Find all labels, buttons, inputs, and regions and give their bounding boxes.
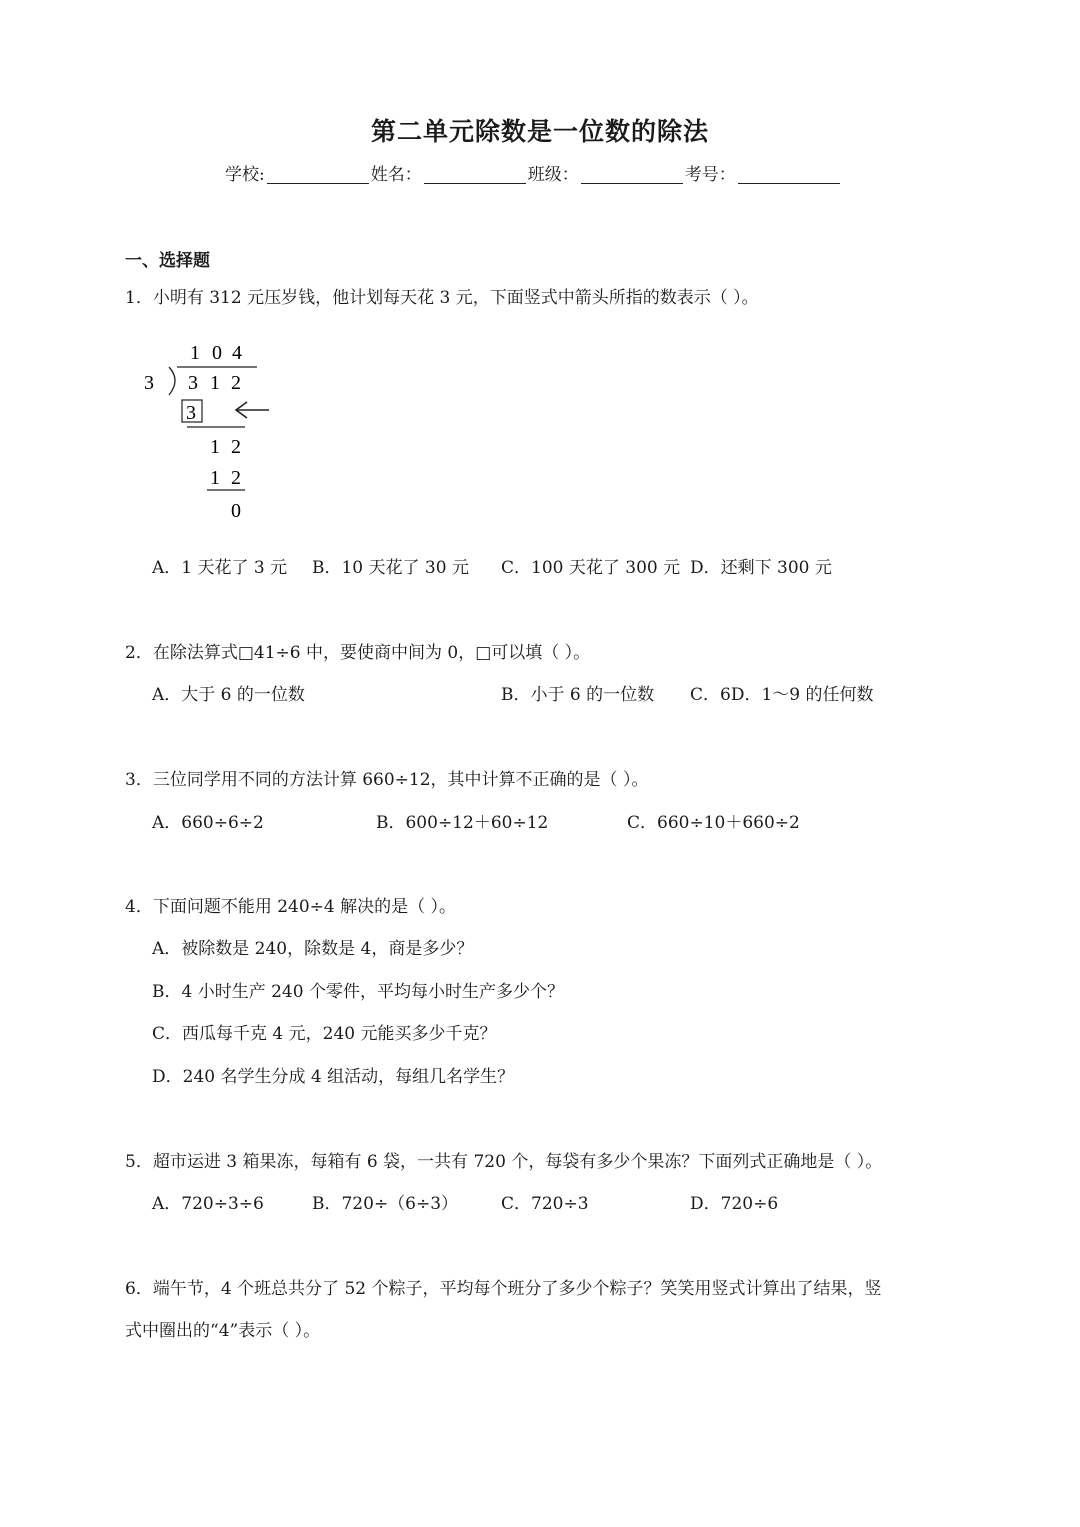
- q2-option-b[interactable]: B．小于 6 的一位数: [501, 685, 655, 705]
- dividend-digit: 1: [210, 372, 220, 394]
- q5-option-c[interactable]: C．720÷3: [501, 1194, 589, 1214]
- school-label: 学校:: [225, 165, 265, 185]
- q3-option-a[interactable]: A．660÷6÷2: [152, 813, 264, 833]
- step-digit: 2: [231, 467, 241, 489]
- q5-option-a[interactable]: A．720÷3÷6: [152, 1194, 264, 1214]
- question-2-text: 2．在除法算式□41÷6 中，要使商中间为 0，□可以填（ ）。: [125, 643, 591, 663]
- q2-option-a[interactable]: A．大于 6 的一位数: [152, 685, 305, 705]
- q4-option-a[interactable]: A．被除数是 240，除数是 4，商是多少？: [152, 939, 474, 959]
- division-bracket: [169, 367, 175, 395]
- q1-option-b[interactable]: B．10 天花了 30 元: [312, 558, 469, 578]
- divisor: 3: [144, 372, 154, 394]
- dividend-digit: 2: [231, 372, 241, 394]
- question-6-text-line2: 式中圈出的“4”表示（ ）。: [125, 1321, 321, 1341]
- question-3-text: 3．三位同学用不同的方法计算 660÷12，其中计算不正确的是（ ）。: [125, 770, 649, 790]
- q1-option-d[interactable]: D．还剩下 300 元: [690, 558, 832, 578]
- q4-option-b[interactable]: B．4 小时生产 240 个零件，平均每小时生产多少个？: [152, 982, 564, 1002]
- step-digit: 2: [231, 436, 241, 458]
- quotient-digit: 1: [190, 342, 200, 364]
- q1-option-a[interactable]: A．1 天花了 3 元: [152, 558, 288, 578]
- exam-no-label: 考号：: [684, 165, 736, 185]
- name-label: 姓名：: [370, 165, 422, 185]
- school-blank: [267, 165, 369, 184]
- dividend-digit: 3: [188, 372, 198, 394]
- page-title: 第二单元除数是一位数的除法: [370, 117, 709, 146]
- long-division-figure: [135, 335, 285, 525]
- q4-option-c[interactable]: C．西瓜每千克 4 元，240 元能买多少千克？: [152, 1024, 497, 1044]
- q2-option-cd[interactable]: C．6D．1～9 的任何数: [690, 685, 874, 705]
- remainder: 0: [231, 500, 241, 522]
- q5-option-d[interactable]: D．720÷6: [690, 1194, 779, 1214]
- question-4-text: 4．下面问题不能用 240÷4 解决的是（ ）。: [125, 897, 457, 917]
- q3-option-c[interactable]: C．660÷10＋660÷2: [627, 813, 800, 833]
- name-blank: [424, 165, 526, 184]
- q4-option-d[interactable]: D．240 名学生分成 4 组活动，每组几名学生？: [152, 1067, 515, 1087]
- class-label: 班级：: [527, 165, 579, 185]
- arrow-left-icon: [236, 402, 269, 418]
- question-6-text-line1: 6．端午节，4 个班总共分了 52 个粽子，平均每个班分了多少个粽子？笑笑用竖式计算出了结果，竖: [125, 1279, 882, 1299]
- step-digit: 1: [210, 467, 220, 489]
- boxed-digit: 3: [186, 402, 196, 424]
- q3-option-b[interactable]: B．600÷12＋60÷12: [376, 813, 549, 833]
- class-blank: [581, 165, 683, 184]
- exam-no-blank: [738, 165, 840, 184]
- quotient-digit: 4: [232, 342, 242, 364]
- question-5-text: 5．超市运进 3 箱果冻，每箱有 6 袋，一共有 720 个，每袋有多少个果冻？下面列式正确地是（ ）。: [125, 1152, 883, 1172]
- quotient-digit: 0: [212, 342, 222, 364]
- student-info-line: [225, 160, 842, 185]
- section-heading: 一、选择题: [125, 251, 210, 271]
- question-1-text: 1．小明有 312 元压岁钱，他计划每天花 3 元，下面竖式中箭头所指的数表示（ ）。: [125, 288, 759, 308]
- q1-option-c[interactable]: C．100 天花了 300 元: [501, 558, 681, 578]
- step-digit: 1: [210, 436, 220, 458]
- q5-option-b[interactable]: B．720÷（6÷3）: [312, 1194, 459, 1214]
